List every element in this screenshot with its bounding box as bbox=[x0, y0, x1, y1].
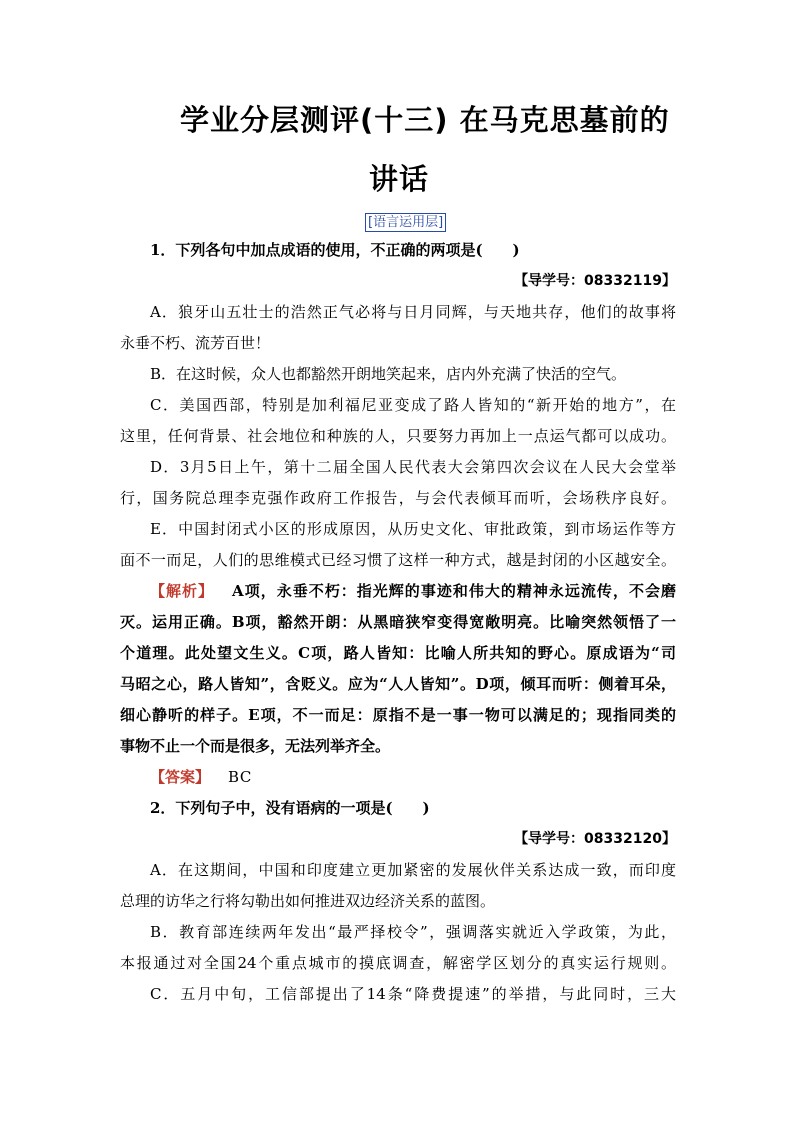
q2-option-b-line1: B．教育部连续两年发出“最严择校令”，强调落实就近入学政策，为此， bbox=[150, 923, 676, 941]
question-1-guide-number: 【导学号：08332119】 bbox=[514, 273, 676, 289]
q1-option-a-line1: A．狼牙山五壮士的浩然正气必将与日月同辉，与天地共存，他们的故事将 bbox=[150, 303, 676, 321]
page-title-line2: 讲话 bbox=[369, 162, 430, 196]
q2-option-c-line1: C．五月中旬，工信部提出了14条“降费提速”的举措，与此同时，三大 bbox=[150, 985, 676, 1003]
q1-answer bbox=[150, 767, 706, 787]
analysis-text: A项，永垂不朽：指光辉的事迹和伟大的精神永远流传，不会磨 bbox=[232, 582, 676, 600]
q1-option-c-line2: 这里，任何背景、社会地位和种族的人，只要努力再加上一点运气都可以成功。 bbox=[120, 427, 676, 445]
q1-option-c-line1: C．美国西部，特别是加利福尼亚变成了路人皆知的“新开始的地方”，在 bbox=[150, 396, 676, 414]
q1-analysis-line5: 细心静听的样子。E项，不一而足：原指不是一事一物可以满足的；现指同类的 bbox=[120, 706, 676, 724]
q1-analysis-line1 bbox=[150, 581, 676, 601]
section-tag: [语言运用层] bbox=[365, 213, 446, 232]
q1-analysis-line3: 个道理。此处望文生义。C项，路人皆知：比喻人所共知的野心。原成语为“司 bbox=[120, 644, 676, 662]
question-1-stem bbox=[150, 240, 550, 260]
q1-option-a-line2: 永垂不朽、流芳百世！ bbox=[120, 334, 271, 352]
answer-label: 【答案】 bbox=[150, 768, 211, 786]
q2-option-a-line2: 总理的访华之行将勾勒出如何推进双边经济关系的蓝图。 bbox=[120, 892, 496, 910]
q1-option-b: B．在这时候，众人也都豁然开朗地笑起来，店内外充满了快活的空气。 bbox=[150, 365, 627, 383]
question-2-guide-number: 【导学号：08332120】 bbox=[514, 831, 676, 847]
q1-option-e-line2: 面不一而足，人们的思维模式已经习惯了这样一种方式，越是封闭的小区越安全。 bbox=[120, 551, 676, 569]
q1-analysis-line2: 灭。运用正确。B项，豁然开朗：从黑暗狭窄变得宽敞明亮。比喻突然领悟了一 bbox=[120, 613, 676, 631]
answer-value: BC bbox=[228, 768, 252, 786]
question-2-stem-text: 2．下列句子中，没有语病的一项是( ) bbox=[150, 799, 430, 817]
q2-option-b-line2: 本报通过对全国24个重点城市的摸底调查，解密学区划分的真实运行规则。 bbox=[120, 954, 676, 972]
q2-option-a-line1: A．在这期间，中国和印度建立更加紧密的发展伙伴关系达成一致，而印度 bbox=[150, 861, 676, 879]
q1-analysis-line6: 事物不止一个而是很多，无法列举齐全。 bbox=[120, 737, 391, 755]
q1-option-d-line2: 行，国务院总理李克强作政府工作报告，与会代表倾耳而听，会场秩序良好。 bbox=[120, 489, 676, 507]
page-title-line1: 学业分层测评(十三) 在马克思墓前的 bbox=[180, 103, 670, 137]
q1-analysis-line4: 马昭之心，路人皆知”，含贬义。应为“人人皆知”。D项，倾耳而听：侧着耳朵， bbox=[120, 675, 676, 693]
analysis-label: 【解析】 bbox=[150, 582, 215, 600]
question-2-stem bbox=[150, 798, 550, 818]
q1-option-e-line1: E．中国封闭式小区的形成原因，从历史文化、审批政策，到市场运作等方 bbox=[150, 520, 676, 538]
question-1-stem-text: 1．下列各句中加点成语的使用，不正确的两项是( ) bbox=[150, 241, 520, 259]
q1-option-d-line1: D．3月5日上午，第十二届全国人民代表大会第四次会议在人民大会堂举 bbox=[150, 458, 676, 476]
